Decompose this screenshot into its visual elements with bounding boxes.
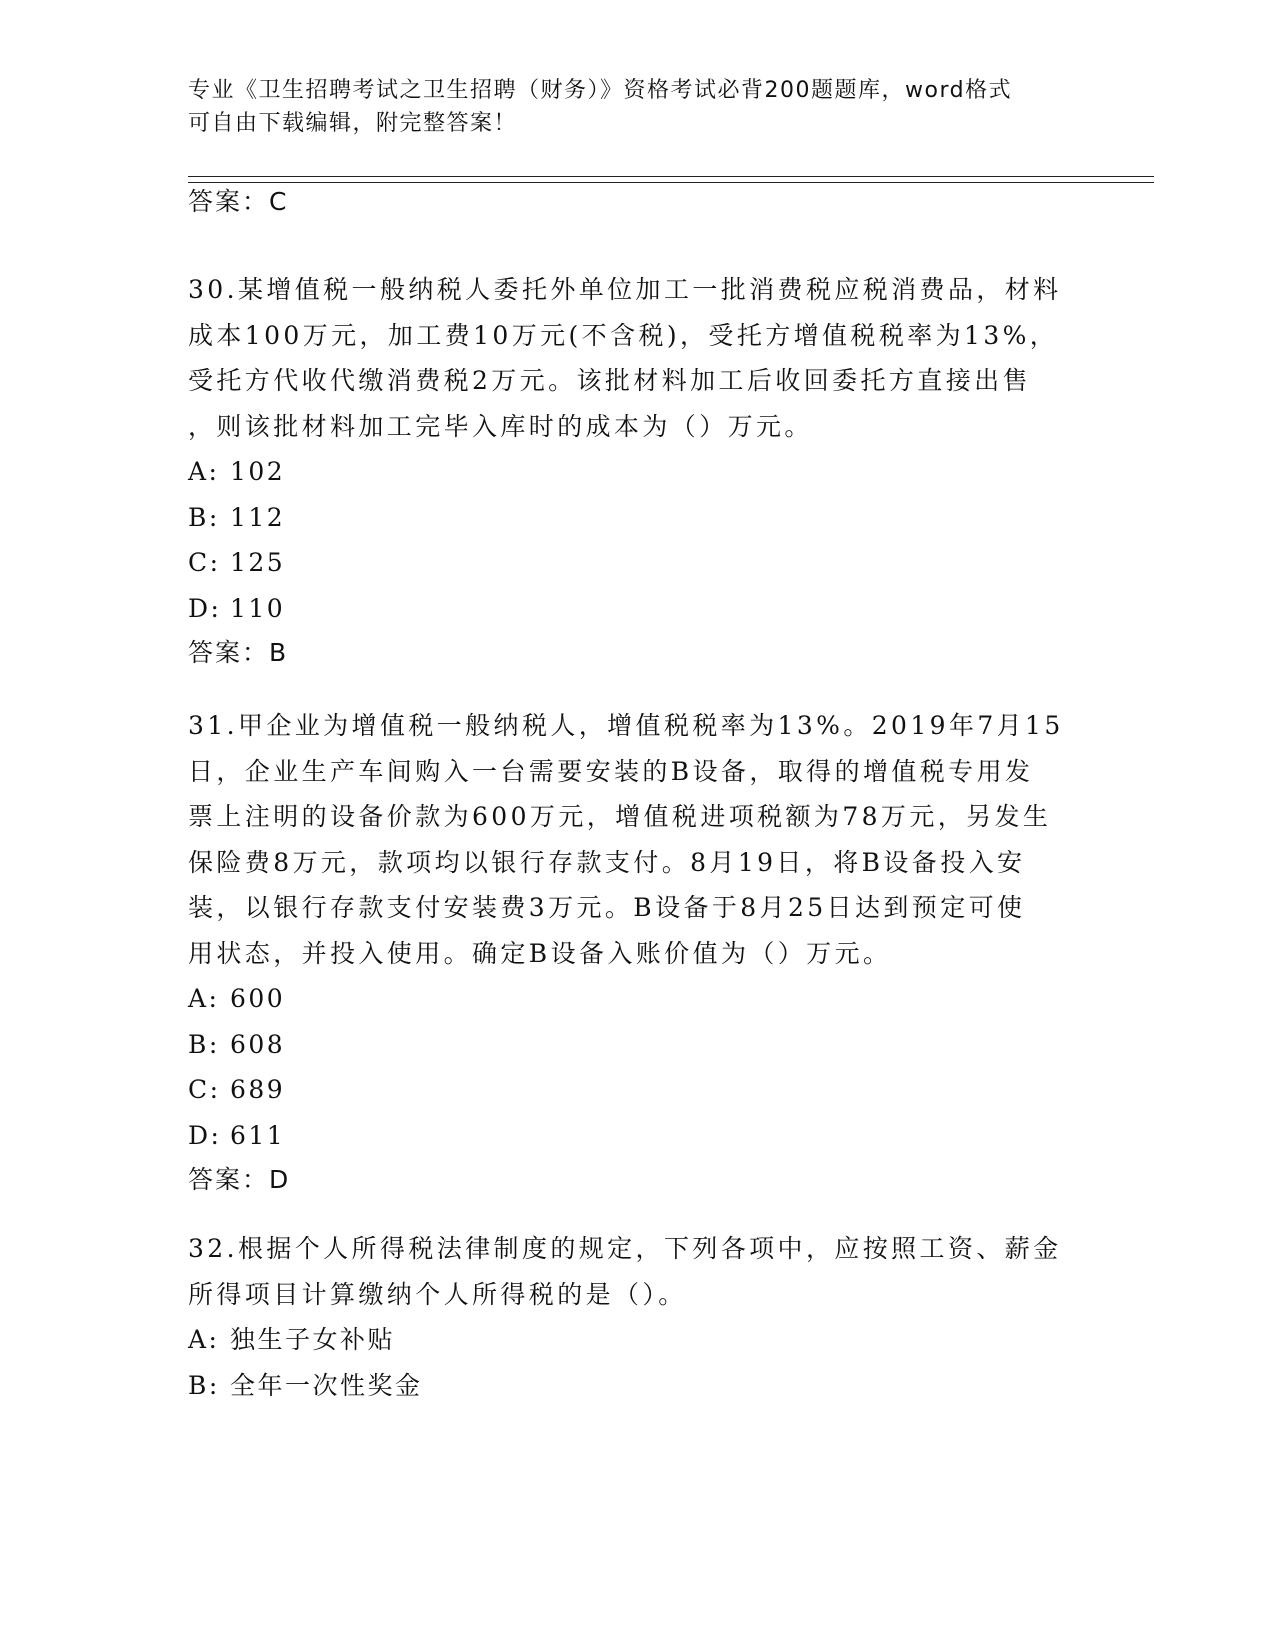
option-b: B: 全年一次性奖金 xyxy=(188,1370,423,1400)
question-text xyxy=(188,267,1088,449)
option-b: B: 608 xyxy=(188,1029,286,1059)
question-text xyxy=(188,1226,1088,1317)
option-c: C: 125 xyxy=(188,548,286,577)
question-line: 受托方代收代缴消费税2万元。该批材料加工后收回委托方直接出售 xyxy=(188,366,1031,395)
document-header xyxy=(188,74,1068,140)
question-line: 票上注明的设备价款为600万元，增值税进项税额为78万元，另发生 xyxy=(188,802,1052,831)
answer: 答案：B xyxy=(188,638,289,667)
question-30 xyxy=(188,267,1088,675)
question-line: 保险费8万元，款项均以银行存款支付。8月19日，将B设备投入安 xyxy=(188,847,1026,877)
question-line: ，则该批材料加工完毕入库时的成本为（）万元。 xyxy=(188,411,813,441)
previous-answer: 答案：C xyxy=(188,187,289,216)
question-line: 30.某增值税一般纳税人委托外单位加工一批消费税应税消费品，材料 xyxy=(188,275,1062,304)
question-line: 32.根据个人所得税法律制度的规定，下列各项中，应按照工资、薪金 xyxy=(188,1234,1062,1263)
header-divider-top xyxy=(188,176,1154,177)
question-line: 用状态，并投入使用。确定B设备入账价值为（）万元。 xyxy=(188,938,892,968)
option-d: D: 611 xyxy=(188,1120,286,1150)
question-line: 31.甲企业为增值税一般纳税人，增值税税率为13%。2019年7月15 xyxy=(188,711,1064,740)
question-line: 装，以银行存款支付安装费3万元。B设备于8月25日达到预定可使 xyxy=(188,893,1026,922)
question-line: 成本100万元，加工费10万元(不含税)，受托方增值税税率为13%， xyxy=(188,320,1059,350)
question-text xyxy=(188,703,1088,976)
question-line: 所得项目计算缴纳个人所得税的是（）。 xyxy=(188,1279,687,1309)
option-a: A: 102 xyxy=(188,457,286,486)
option-d: D: 110 xyxy=(188,593,286,623)
question-31 xyxy=(188,703,1088,1202)
header-line-2: 可自由下载编辑，附完整答案！ xyxy=(188,111,518,136)
option-c: C: 689 xyxy=(188,1075,286,1104)
header-line-1: 专业《卫生招聘考试之卫生招聘（财务）》资格考试必背200题题库，word格式 xyxy=(188,78,1013,103)
option-a: A: 600 xyxy=(188,984,286,1013)
option-a: A: 独生子女补贴 xyxy=(188,1325,396,1354)
question-32 xyxy=(188,1226,1088,1408)
question-line: 日，企业生产车间购入一台需要安装的B设备，取得的增值税专用发 xyxy=(188,756,1034,786)
option-b: B: 112 xyxy=(188,502,286,532)
answer: 答案：D xyxy=(188,1165,291,1194)
